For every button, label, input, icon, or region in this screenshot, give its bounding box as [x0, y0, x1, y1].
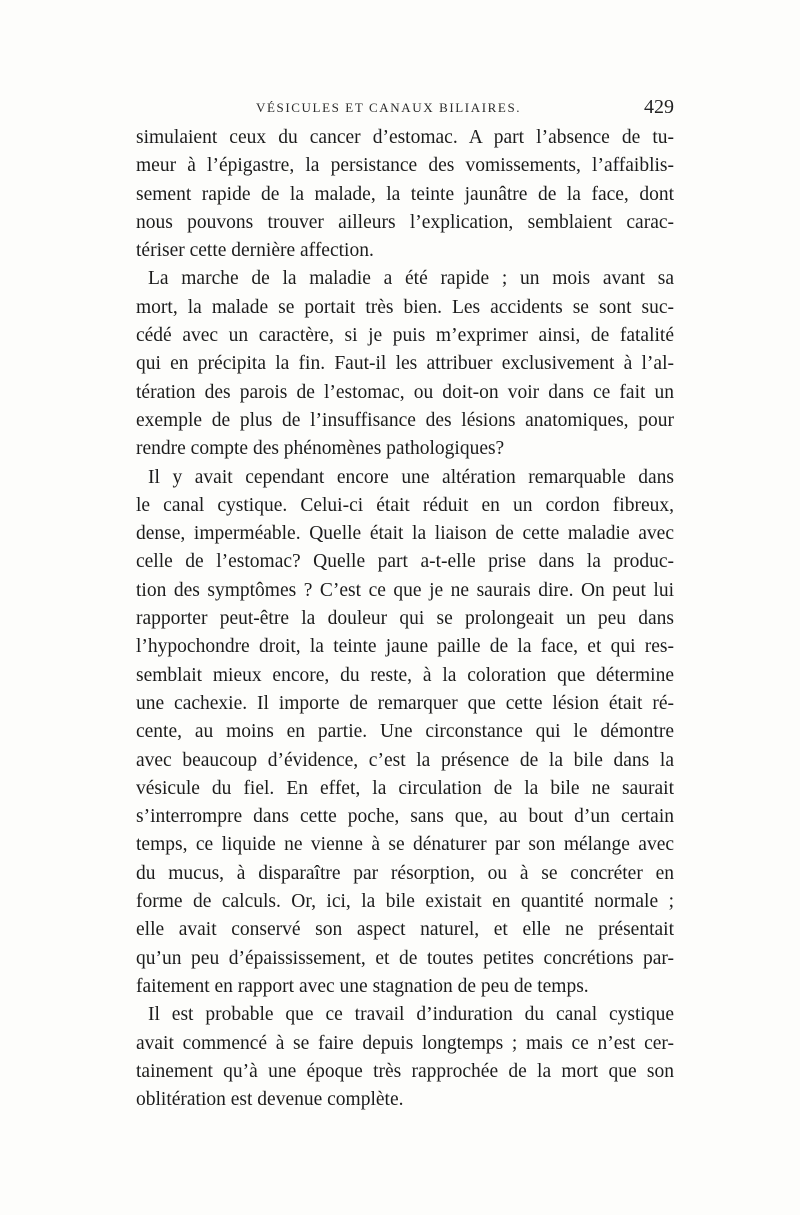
- text-line: tion des symptômes ? C’est ce que je ne saurais dire. On peut lui: [136, 579, 674, 601]
- text-line: celle de l’estomac? Quelle part a-t-elle prise dans la produc-: [136, 551, 674, 573]
- text-line: vésicule du fiel. En effet, la circulation de la bile ne saurait: [136, 777, 674, 799]
- text-line: meur à l’épigastre, la persistance des vomissements, l’affaiblis-: [136, 155, 674, 177]
- text-line: une cachexie. Il importe de remarquer que cette lésion était ré-: [136, 692, 674, 714]
- text-line: tainement qu’à une époque très rapprochée de la mort que son: [136, 1060, 674, 1082]
- text-line: faitement en rapport avec une stagnation de peu de temps.: [136, 975, 589, 997]
- text-line: sement rapide de la malade, la teinte jaunâtre de la face, dont: [136, 183, 674, 205]
- body-text: [136, 124, 674, 1114]
- text-line: semblait mieux encore, du reste, à la coloration que détermine: [136, 664, 674, 686]
- text-line: exemple de plus de l’insuffisance des lésions anatomiques, pour: [136, 409, 674, 431]
- text-line: qu’un peu d’épaississement, et de toutes petites concrétions par-: [136, 947, 674, 969]
- text-line: oblitération est devenue complète.: [136, 1089, 404, 1111]
- text-line: avait commencé à se faire depuis longtemps ; mais ce n’est cer-: [136, 1032, 674, 1054]
- text-line: l’hypochondre droit, la teinte jaune paille de la face, et qui res-: [136, 636, 674, 658]
- text-line: dense, imperméable. Quelle était la liaison de cette maladie avec: [136, 523, 674, 545]
- text-line: simulaient ceux du cancer d’estomac. A part l’absence de tu-: [136, 127, 674, 148]
- text-line: rendre compte des phénomènes pathologiques?: [136, 438, 505, 460]
- text-line: cente, au moins en partie. Une circonstance qui le démontre: [136, 721, 674, 743]
- page-header: [136, 96, 674, 120]
- page-number: 429: [644, 96, 674, 118]
- text-line: temps, ce liquide ne vienne à se dénaturer par son mélange avec: [136, 834, 674, 856]
- text-line: Il y avait cependant encore une altération remarquable dans: [148, 466, 674, 488]
- text-line: s’interrompre dans cette poche, sans que, au bout d’un certain: [136, 806, 674, 828]
- text-line: du mucus, à disparaître par résorption, ou à se concréter en: [136, 862, 674, 884]
- text-line: Il est probable que ce travail d’induration du canal cystique: [148, 1004, 674, 1026]
- text-line: le canal cystique. Celui-ci était réduit en un cordon fibreux,: [136, 494, 674, 516]
- text-line: qui en précipita la fin. Faut-il les attribuer exclusivement à l’al-: [136, 353, 674, 375]
- text-line: La marche de la maladie a été rapide ; un mois avant sa: [148, 268, 674, 290]
- text-line: tériser cette dernière affection.: [136, 240, 374, 262]
- text-line: avec beaucoup d’évidence, c’est la présence de la bile dans la: [136, 749, 674, 771]
- text-line: nous pouvons trouver ailleurs l’explication, semblaient carac-: [136, 211, 674, 233]
- text-line: mort, la malade se portait très bien. Les accidents se sont suc-: [136, 296, 674, 318]
- running-title: VÉSICULES ET CANAUX BILIAIRES.: [256, 100, 522, 115]
- text-line: cédé avec un caractère, si je puis m’exprimer ainsi, de fatalité: [136, 325, 674, 347]
- text-line: rapporter peut-être la douleur qui se prolongeait un peu dans: [136, 608, 674, 630]
- text-line: forme de calculs. Or, ici, la bile existait en quantité normale ;: [136, 891, 674, 913]
- text-line: tération des parois de l’estomac, ou doit-on voir dans ce fait un: [136, 381, 674, 403]
- text-line: elle avait conservé son aspect naturel, et elle ne présentait: [136, 919, 674, 941]
